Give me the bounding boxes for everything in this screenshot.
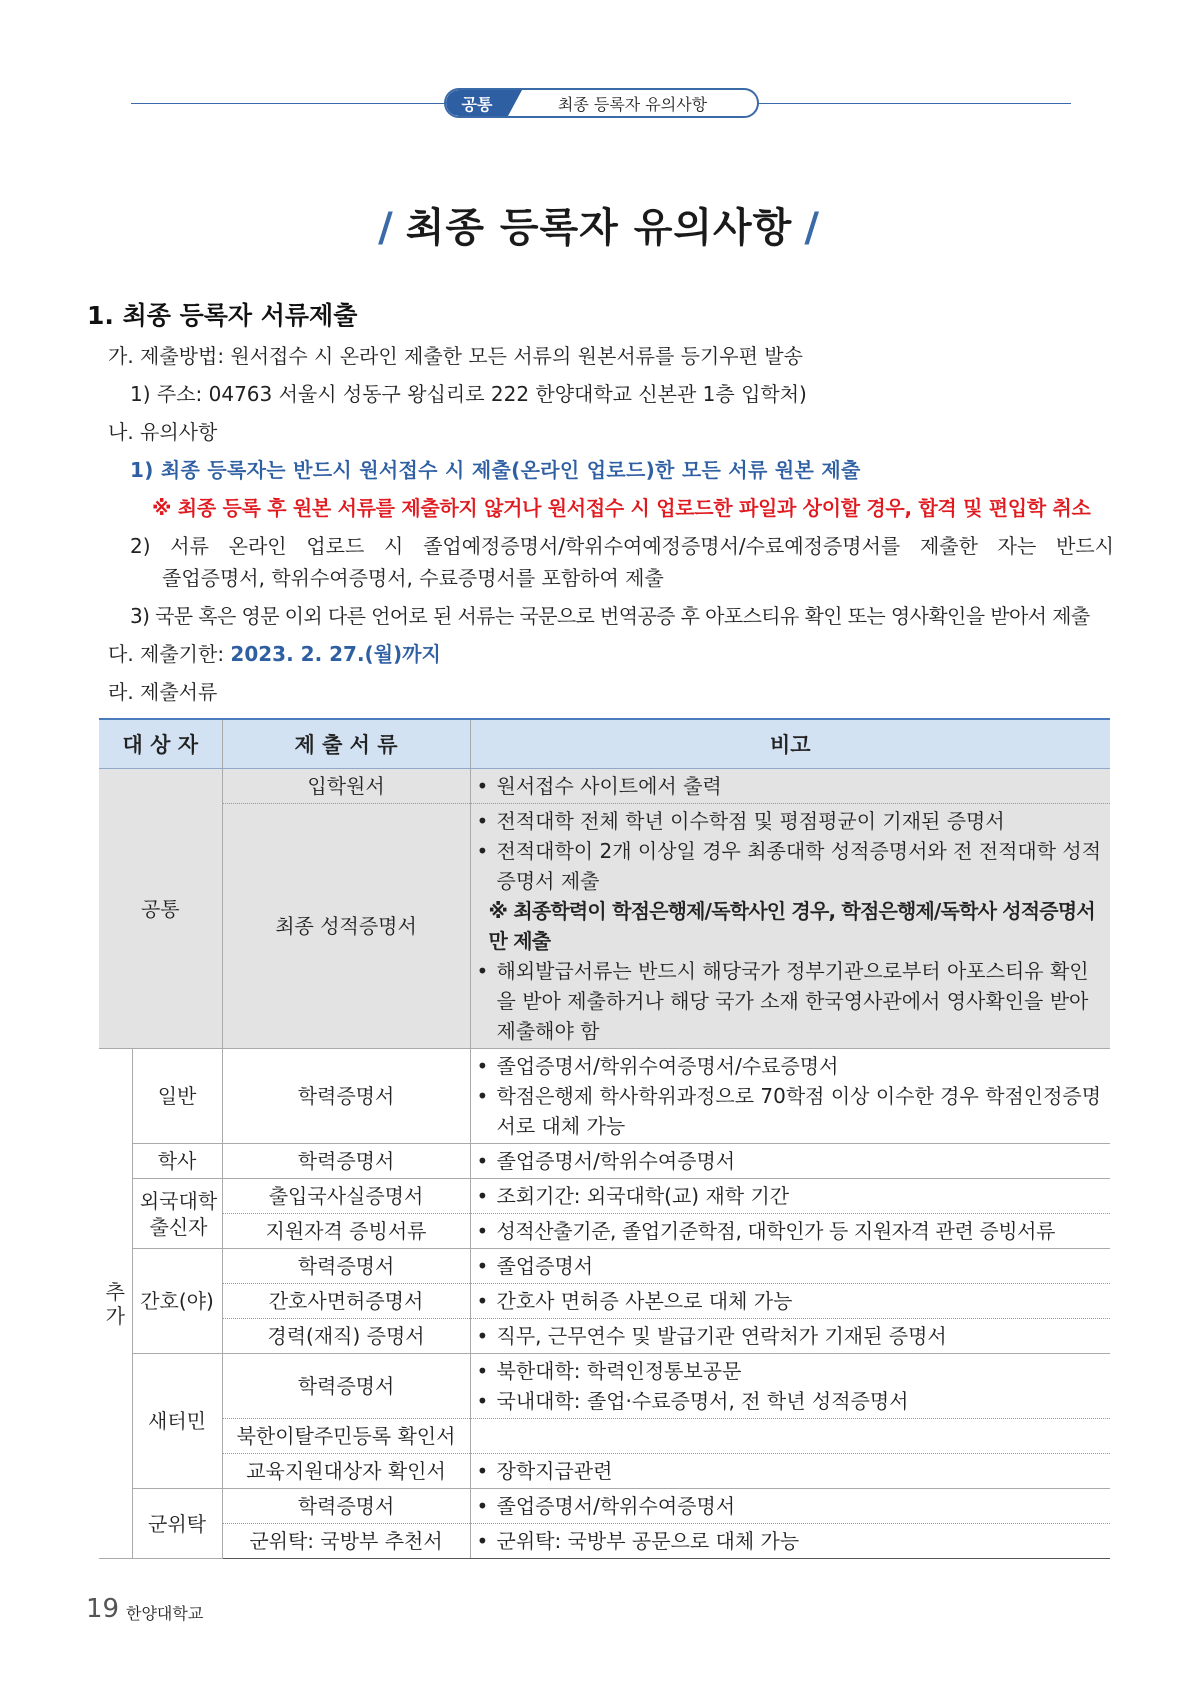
deadline-line — [108, 638, 441, 667]
remark-cell — [470, 1284, 1110, 1319]
doc-cell: 학력증명서 — [222, 1049, 470, 1144]
target-foreign-label: 외국대학 출신자 — [139, 1188, 218, 1239]
notice-item-3: 3) 국문 혹은 영문 이외 다른 언어로 된 서류는 국문으로 번역공증 후 아포스티유 확인 또는 영사확인을 받아서 제출 — [130, 604, 1090, 628]
remark-bullet: • 조회기간: 외국대학(교) 재학 기간 — [477, 1181, 1104, 1211]
doc-cell: 학력증명서 — [222, 1489, 470, 1524]
doc-cell: 출입국사실증명서 — [222, 1179, 470, 1214]
remark-bullet: • 졸업증명서/학위수여증명서 — [477, 1491, 1104, 1521]
table-row — [99, 1454, 1110, 1489]
documents-heading: 라. 제출서류 — [108, 680, 218, 704]
table-row — [99, 1284, 1110, 1319]
section-tag: 공통 — [446, 90, 508, 116]
remark-note: ※ 최종학력이 학점은행제/독학사인 경우, 학점은행제/독학사 성적증명서만 제출 — [488, 899, 1095, 953]
remark-cell — [470, 1049, 1110, 1144]
target-defector: 새터민 — [132, 1354, 222, 1489]
target-extra-label: 추가 — [105, 1279, 125, 1328]
col-documents: 제 출 서 류 — [222, 719, 470, 769]
remark-bullet: • 성적산출기준, 졸업기준학점, 대학인가 등 지원자격 관련 증빙서류 — [477, 1216, 1104, 1246]
target-common: 공통 — [99, 769, 222, 1049]
target-extra — [99, 1049, 132, 1559]
cancel-warning: ※ 최종 등록 후 원본 서류를 제출하지 않거나 원서접수 시 업로드한 파일과 상이할 경우, 합격 및 편입학 취소 — [152, 496, 1091, 520]
doc-cell: 군위탁: 국방부 추천서 — [222, 1524, 470, 1559]
remark-cell — [470, 1454, 1110, 1489]
doc-cell: 학력증명서 — [222, 1144, 470, 1179]
remark-bullet: • 전적대학이 2개 이상일 경우 최종대학 성적증명서와 전 전적대학 성적증명서 제출 — [477, 836, 1104, 896]
table-row — [99, 1419, 1110, 1454]
remark-bullet: • 북한대학: 학력인정통보공문 — [477, 1356, 1104, 1386]
target-general: 일반 — [132, 1049, 222, 1144]
remark-cell — [470, 1354, 1110, 1419]
target-foreign — [132, 1179, 222, 1249]
remark-bullet: • 간호사 면허증 사본으로 대체 가능 — [477, 1286, 1104, 1316]
section-pill — [444, 88, 759, 118]
notice-item-1: 1) 최종 등록자는 반드시 원서접수 시 제출(온라인 업로드)한 모든 서류 원본 제출 — [130, 458, 861, 482]
remark-bullet: • 졸업증명서/학위수여증명서 — [477, 1146, 1104, 1176]
remark-cell — [470, 804, 1110, 1049]
remark-bullet: • 국내대학: 졸업·수료증명서, 전 학년 성적증명서 — [477, 1386, 1104, 1416]
section-label: 최종 등록자 유의사항 — [557, 94, 708, 114]
notice-heading: 나. 유의사항 — [108, 420, 218, 444]
table-row — [99, 1319, 1110, 1354]
table-header-row — [99, 719, 1110, 769]
table-row — [99, 804, 1110, 1049]
title-slash-right: / — [804, 205, 820, 251]
target-bachelor: 학사 — [132, 1144, 222, 1179]
notice-item-2b: 졸업증명서, 학위수여증명서, 수료증명서를 포함하여 제출 — [162, 566, 664, 590]
page-number: 19 — [86, 1594, 120, 1624]
target-nurse: 간호(야) — [132, 1249, 222, 1354]
remark-bullet: • 직무, 근무연수 및 발급기관 연락처가 기재된 증명서 — [477, 1321, 1104, 1351]
remark-cell-empty — [470, 1419, 1110, 1454]
title-slash-left: / — [378, 205, 394, 251]
doc-cell: 간호사면허증명서 — [222, 1284, 470, 1319]
remark-cell — [470, 1144, 1110, 1179]
table-row — [99, 1144, 1110, 1179]
table-row — [99, 1489, 1110, 1524]
table-row — [99, 769, 1110, 804]
table-row — [99, 1214, 1110, 1249]
col-remarks: 비고 — [470, 719, 1110, 769]
remark-cell — [470, 1489, 1110, 1524]
page-title — [0, 196, 1198, 253]
doc-application: 입학원서 — [222, 769, 470, 804]
documents-table — [99, 718, 1110, 1559]
section-heading: 1. 최종 등록자 서류제출 — [87, 301, 358, 330]
doc-cell: 북한이탈주민등록 확인서 — [222, 1419, 470, 1454]
remark-cell — [470, 1179, 1110, 1214]
deadline-date: 2023. 2. 27.(월)까지 — [230, 642, 441, 666]
remark-bullet: • 군위탁: 국방부 공문으로 대체 가능 — [477, 1526, 1104, 1556]
remark-cell — [470, 1249, 1110, 1284]
remark-bullet: • 졸업증명서 — [477, 1251, 1104, 1281]
doc-cell: 지원자격 증빙서류 — [222, 1214, 470, 1249]
remark-bullet: • 해외발급서류는 반드시 해당국가 정부기관으로부터 아포스티유 확인을 받아 제출하거나 해당 국가 소재 한국영사관에서 영사확인을 받아 제출해야 함 — [477, 956, 1104, 1046]
target-military: 군위탁 — [132, 1489, 222, 1559]
remark-bullet: • 졸업증명서/학위수여증명서/수료증명서 — [477, 1051, 1104, 1081]
title-text: 최종 등록자 유의사항 — [405, 205, 793, 251]
remark-bullet: • 전적대학 전체 학년 이수학점 및 평점평균이 기재된 증명서 — [477, 806, 1104, 836]
table-row — [99, 1049, 1110, 1144]
deadline-prefix: 다. 제출기한: — [108, 642, 231, 666]
remark-bullet: • 학점은행제 학사학위과정으로 70학점 이상 이수한 경우 학점인정증명서로 대체 가능 — [477, 1081, 1104, 1141]
method-line: 가. 제출방법: 원서접수 시 온라인 제출한 모든 서류의 원본서류를 등기우편 발송 — [108, 344, 803, 368]
col-target: 대 상 자 — [99, 719, 222, 769]
remark-bullet: • 원서접수 사이트에서 출력 — [477, 771, 1104, 801]
table-row — [99, 1179, 1110, 1214]
doc-cell: 학력증명서 — [222, 1354, 470, 1419]
remark-cell — [470, 1524, 1110, 1559]
table-row — [99, 1249, 1110, 1284]
address-line: 1) 주소: 04763 서울시 성동구 왕십리로 222 한양대학교 신본관 1층 입학처) — [130, 382, 807, 406]
table-row — [99, 1524, 1110, 1559]
notice-item-2a: 2) 서류 온라인 업로드 시 졸업예정증명서/학위수여예정증명서/수료예정증명서를 제출한 자는 반드시 — [130, 534, 1114, 558]
remark-cell — [470, 1319, 1110, 1354]
remark-cell — [470, 769, 1110, 804]
remark-bullet: • 장학지급관련 — [477, 1456, 1104, 1486]
remark-cell — [470, 1214, 1110, 1249]
doc-cell: 경력(재직) 증명서 — [222, 1319, 470, 1354]
footer-university: 한양대학교 — [126, 1604, 204, 1623]
doc-cell: 학력증명서 — [222, 1249, 470, 1284]
doc-cell: 교육지원대상자 확인서 — [222, 1454, 470, 1489]
table-row — [99, 1354, 1110, 1419]
doc-transcript: 최종 성적증명서 — [222, 804, 470, 1049]
